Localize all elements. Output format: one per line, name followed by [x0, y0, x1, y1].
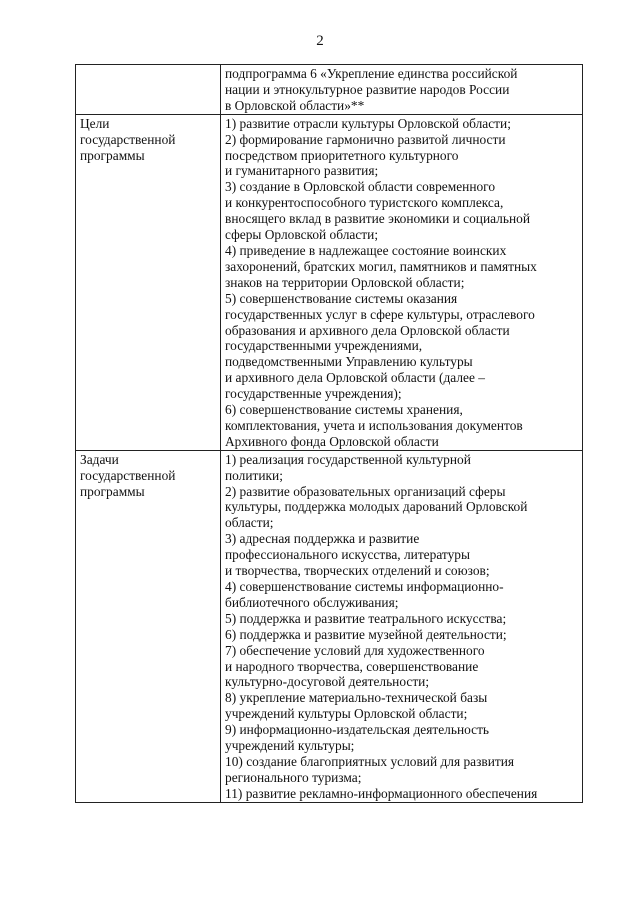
row-content-line: 9) информационно-издательская деятельность: [225, 722, 490, 738]
row-label-line: Задачи: [80, 451, 119, 467]
row-content-line: 1) развитие отрасли культуры Орловской области;: [225, 115, 511, 131]
row-content-line: сферы Орловской области;: [225, 227, 379, 243]
row-content-line: посредством приоритетного культурного: [225, 147, 459, 163]
table-row-subprogram-6: [76, 65, 583, 115]
row-content-line: государственные учреждения);: [225, 386, 402, 402]
row-content-line: 5) совершенствование системы оказания: [225, 290, 458, 306]
row-label-line: государственной: [80, 131, 176, 147]
row-content-line: и народного творчества, совершенствование: [225, 658, 479, 674]
row-label-cell: [76, 450, 221, 802]
row-content-line: области;: [225, 515, 274, 531]
row-content-line: 1) реализация государственной культурной: [225, 451, 471, 467]
program-passport-table: [75, 64, 583, 803]
row-label-cell: [76, 114, 221, 450]
row-label-line: программы: [80, 147, 145, 163]
row-content-line: образования и архивного дела Орловской области: [225, 322, 510, 338]
row-content-line: 5) поддержка и развитие театрального искусства;: [225, 610, 507, 626]
row-content-line: 6) поддержка и развитие музейной деятельности;: [225, 626, 507, 642]
row-label-line: программы: [80, 483, 145, 499]
table-body: [76, 65, 583, 803]
row-content-line: в Орловской области»**: [225, 97, 365, 113]
row-content-line: и творчества, творческих отделений и союзов;: [225, 563, 490, 579]
row-content-line: учреждений культуры Орловской области;: [225, 706, 468, 722]
page-number: 2: [316, 33, 324, 49]
row-label-cell: [76, 65, 221, 115]
row-content-line: 10) создание благоприятных условий для развития: [225, 753, 515, 769]
row-content-cell: [221, 65, 583, 115]
row-content-line: и архивного дела Орловской области (далее –: [225, 370, 485, 386]
row-content-line: 2) формирование гармонично развитой личности: [225, 131, 506, 147]
row-content-line: регионального туризма;: [225, 769, 362, 785]
row-content-line: знаков на территории Орловской области;: [225, 274, 465, 290]
row-content-line: и гуманитарного развития;: [225, 163, 379, 179]
row-content-line: нации и этнокультурное развитие народов России: [225, 81, 510, 97]
table-row-goals: [76, 114, 583, 450]
row-content-line: подпрограмма 6 «Укрепление единства российской: [225, 66, 518, 81]
row-content-line: подведомственными Управлению культуры: [225, 354, 473, 370]
row-content-line: государственных услуг в сфере культуры, отраслевого: [225, 306, 535, 322]
row-content-cell: [221, 114, 583, 450]
row-content-line: библиотечного обслуживания;: [225, 594, 399, 610]
row-content-line: профессионального искусства, литературы: [225, 547, 470, 563]
row-content-line: политики;: [225, 467, 283, 483]
row-content-line: 6) совершенствование системы хранения,: [225, 402, 463, 418]
row-label-line: государственной: [80, 467, 176, 483]
row-content-line: захоронений, братских могил, памятников и памятных: [225, 258, 537, 274]
row-content-line: 3) адресная поддержка и развитие: [225, 531, 420, 547]
row-content-line: и конкурентоспособного туристского комплекса,: [225, 195, 504, 211]
row-label-line: Цели: [80, 115, 110, 131]
row-content-line: вносящего вклад в развитие экономики и социальной: [225, 211, 530, 227]
row-content-line: 7) обеспечение условий для художественного: [225, 642, 485, 658]
row-content-line: 4) приведение в надлежащее состояние воинских: [225, 242, 507, 258]
row-content-line: 8) укрепление материально-технической базы: [225, 690, 488, 706]
row-content-line: культурно-досуговой деятельности;: [225, 674, 430, 690]
row-content-line: Архивного фонда Орловской области: [225, 433, 439, 449]
row-content-line: 3) создание в Орловской области современного: [225, 179, 496, 195]
row-content-line: комплектования, учета и использования документов: [225, 417, 523, 433]
row-content-cell: [221, 450, 583, 802]
row-content-line: учреждений культуры;: [225, 738, 355, 754]
row-content-line: 11) развитие рекламно-информационного обеспечения: [225, 785, 538, 801]
row-content-line: государственными учреждениями,: [225, 338, 423, 354]
table-row-tasks: [76, 450, 583, 802]
row-content-line: культуры, поддержка молодых дарований Орловской: [225, 499, 528, 515]
row-content-line: 2) развитие образовательных организаций сферы: [225, 483, 506, 499]
row-content-line: 4) совершенствование системы информационно-: [225, 579, 504, 594]
